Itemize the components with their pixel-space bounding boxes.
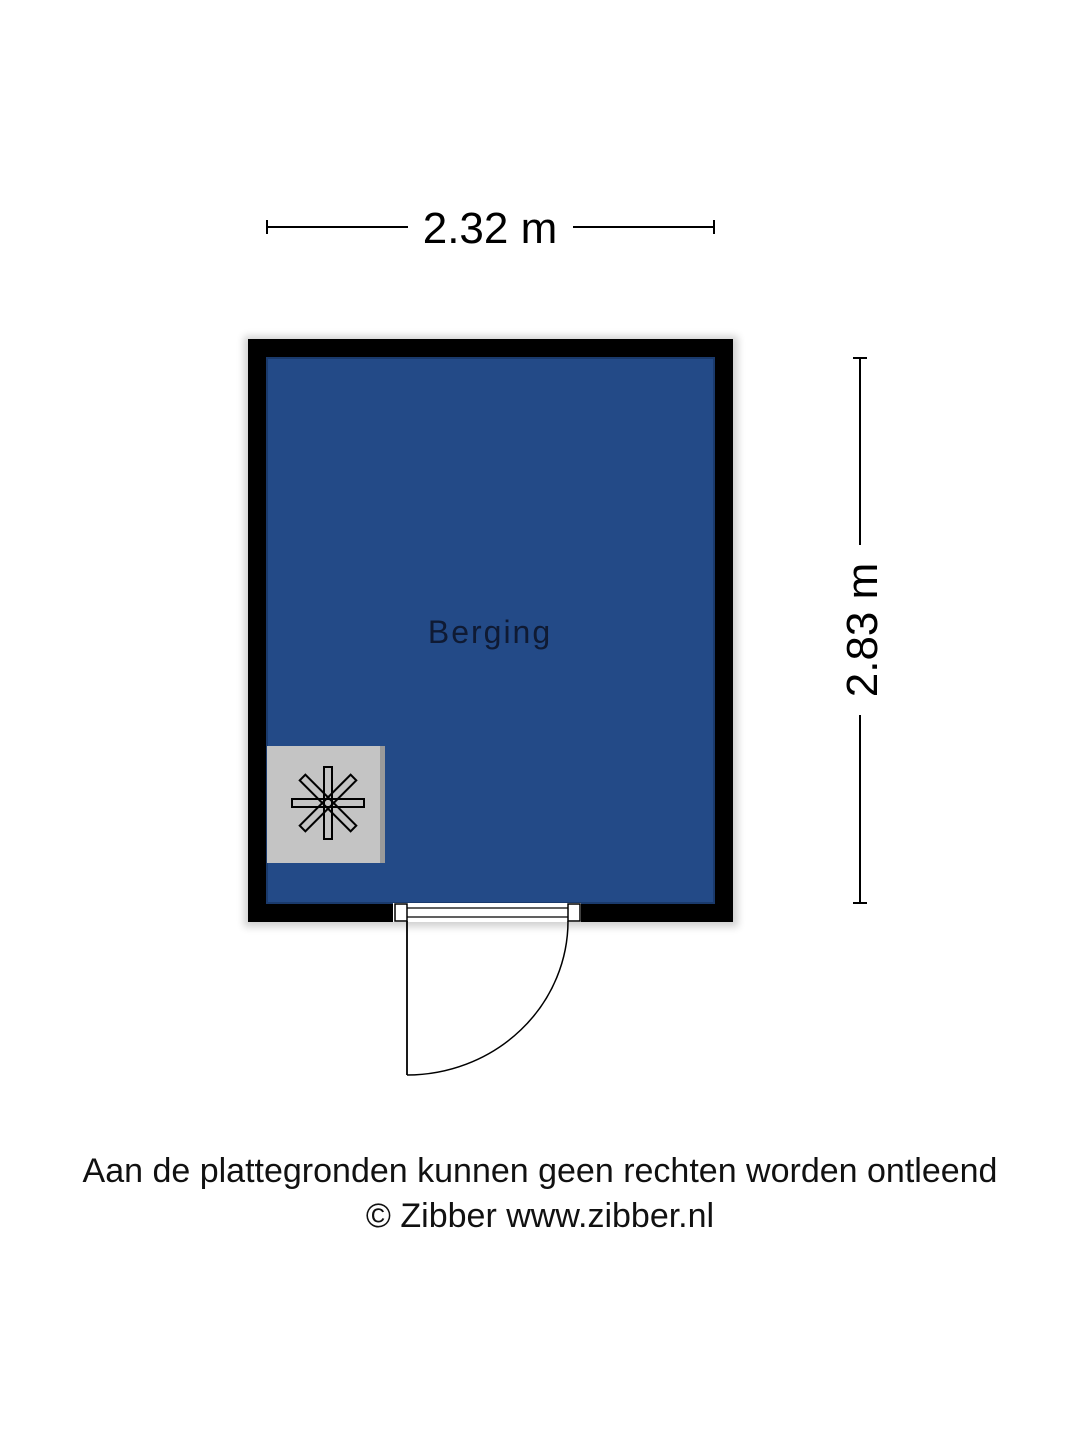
- door-frame-right: [568, 904, 580, 921]
- height-dimension-label: 2.83 m: [838, 562, 887, 698]
- disclaimer-text: Aan de plattegronden kunnen geen rechten worden ontleend: [82, 1152, 998, 1190]
- door-frame-left: [395, 904, 407, 921]
- fixture-box: [267, 746, 385, 863]
- width-dimension-label: 2.32 m: [422, 204, 558, 253]
- height-dimension: [838, 358, 887, 903]
- door: [393, 903, 581, 1075]
- door-opening: [393, 903, 581, 922]
- fixture-unit: [267, 746, 385, 863]
- copyright-text: © Zibber www.zibber.nl: [365, 1197, 715, 1235]
- width-dimension: [267, 204, 714, 253]
- room-berging: [244, 336, 738, 1075]
- room-label: Berging: [427, 614, 553, 650]
- door-swing-icon: [407, 921, 568, 1075]
- fixture-edge: [380, 746, 385, 863]
- door-arc: [407, 921, 568, 1075]
